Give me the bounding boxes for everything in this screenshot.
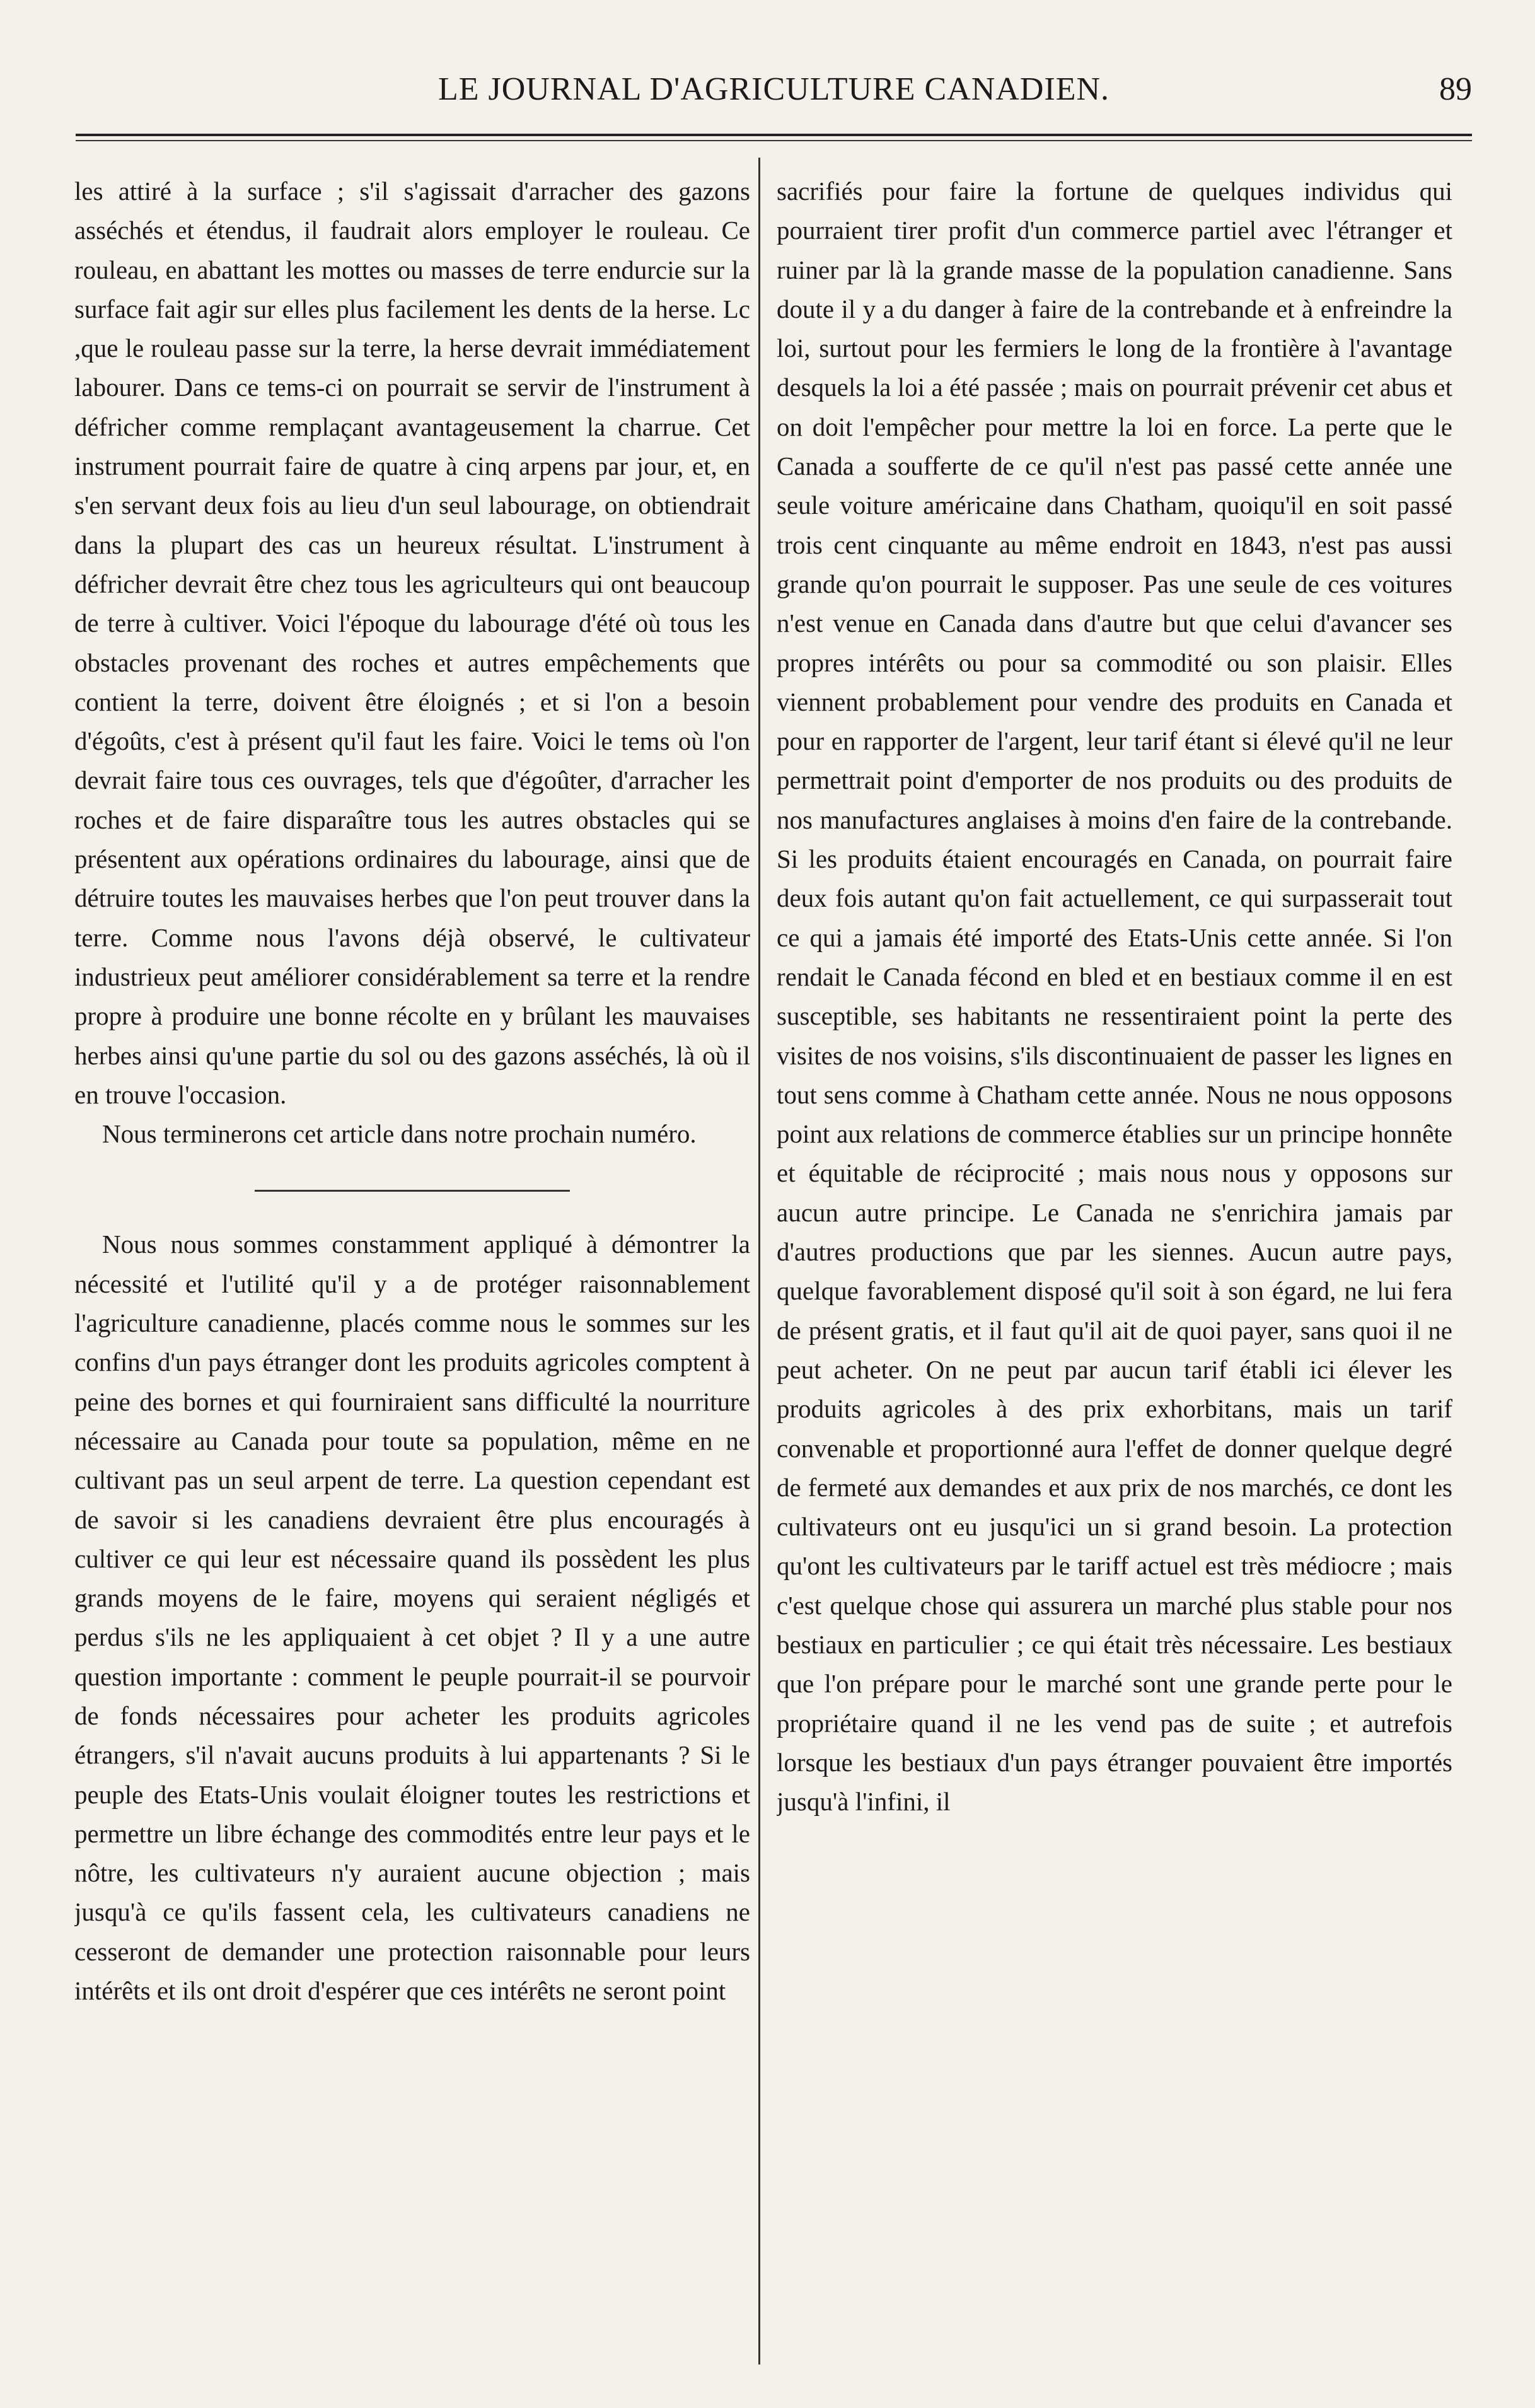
section-divider xyxy=(255,1190,570,1192)
right-column xyxy=(777,172,1452,2366)
left-paragraph-continuation: les attiré à la surface ; s'il s'agissait d'arracher des gazons asséchés et étendus, il faudrait alors employer le rouleau. Ce rouleau, en abattant les mottes ou masses de terre endurcie sur la surface fait agir sur elles plus facilement les dents de la herse. Lc ,que le rouleau passe sur la terre, la herse devrait immédiatement labourer. Dans ce tems-ci on pourrait se servir de l'instrument à défricher comme remplaçant avantageusement la charrue. Cet instrument pourrait faire de quatre à cinq arpens par jour, et, en s'en servant deux fois au lieu d'un seul labourage, on obtiendrait dans la plupart des cas un heureux résultat. L'instrument à défricher devrait être chez tous les agriculteurs qui ont beaucoup de terre à cultiver. Voici l'époque du labourage d'été où tous les obstacles provenant des roches et autres empêchements que contient la terre, doivent être éloignés ; et si l'on a besoin d'égoûts, c'est à présent qu'il faut les faire. Voici le tems où l'on devrait faire tous ces ouvrages, tels que d'égoûter, d'arracher les roches et de faire disparaître tous les autres obstacles qui se présentent aux opérations ordinaires du labourage, ainsi que de détruire toutes les mauvaises herbes que l'on peut trouver dans la terre. Comme nous l'avons déjà observé, le cultivateur industrieux peut améliorer considérablement sa terre et la rendre propre à produire une bonne récolte en y brûlant les mauvaises herbes ainsi qu'une partie du sol ou des gazons asséchés, là où il en trouve l'occasion. xyxy=(74,177,750,1109)
running-title: LE JOURNAL D'AGRICULTURE CANADIEN. xyxy=(437,71,1110,107)
left-column xyxy=(74,172,750,2366)
left-paragraph-closing-note: Nous terminerons cet article dans notre prochain numéro. xyxy=(102,1119,697,1149)
page-header xyxy=(76,71,1472,121)
right-paragraph-continuation: sacrifiés pour faire la fortune de quelques individus qui pourraient tirer profit d'un commerce partiel avec l'étranger et ruiner par là la grande masse de la population canadienne. Sans doute il y a du danger à faire de la contrebande et à enfreindre la loi, surtout pour les fermiers le long de la frontière à l'avantage desquels la loi a été passée ; mais on pourrait prévenir cet abus et on doit l'empêcher pour mettre la loi en force. La perte que le Canada a soufferte de ce qu'il n'est pas passé cette année une seule voiture américaine dans Chatham, quoiqu'il en soit passé trois cent cinquante au même endroit en 1843, n'est pas aussi grande qu'on pourrait le supposer. Pas une seule de ces voitures n'est venue en Canada dans d'autre but que celui d'avancer ses propres intérêts ou pour sa commodité ou son plaisir. Elles viennent probablement pour vendre des produits en Canada et pour en rapporter de l'argent, leur tarif étant si élevé qu'il ne leur permettrait point d'emporter de nos produits ou des produits de nos manufactures anglaises à moins d'en faire de la contrebande. Si les produits étaient encouragés en Canada, on pourrait faire deux fois autant qu'on fait actuellement, ce qui surpasserait tout ce qui a jamais été importé des Etats-Unis cette année. Si l'on rendait le Canada fécond en bled et en bestiaux comme il en est susceptible, ses habitants ne ressentiraient point la perte des visites de nos voisins, s'ils discontinuaient de passer les lignes en tout sens comme à Chatham cette année. Nous ne nous opposons point aux relations de commerce établies sur un principe honnête et équitable de réciprocité ; mais nous nous y opposons sur aucun autre principe. Le Canada ne s'enrichira jamais par d'autres productions que par les siennes. Aucun autre pays, quelque favorablement disposé qu'il soit à son égard, ne lui fera de présent gratis, et il faut qu'il ait de quoi payer, sans quoi il ne peut acheter. On ne peut par aucun tarif établi ici élever les produits agricoles à des prix exhorbitans, mais un tarif convenable et proportionné aura l'effet de donner quelque degré de fermeté aux demandes et aux prix de nos marchés, ce dont les cultivateurs ont eu jusqu'ici un si grand besoin. La protection qu'ont les cultivateurs par le tariff actuel est très médiocre ; mais c'est quelque chose qui assurera un marché plus stable pour nos bestiaux en particulier ; ce qui était très nécessaire. Les bestiaux que l'on prépare pour le marché sont une grande perte pour le propriétaire quand il ne les vend pas de suite ; et autrefois lorsque les bestiaux d'un pays étranger pouvaient être importés jusqu'à l'infini, il xyxy=(777,177,1452,1817)
left-paragraph-article: Nous nous sommes constamment appliqué à démontrer la nécessité et l'utilité qu'il y a de protéger raisonnablement l'agriculture canadienne, placés comme nous le sommes sur les confins d'un pays étranger dont les produits agricoles comptent à peine des bornes et qui fourniraient sans difficulté la nourriture nécessaire au Canada pour toute sa population, même en ne cultivant pas un seul arpent de terre. La question cependant est de savoir si les canadiens devraient être plus encouragés à cultiver ce qui leur est nécessaire quand ils possèdent les plus grands moyens de le faire, moyens qui seraient négligés et perdus s'ils ne les appliquaient à cet objet ? Il y a une autre question importante : comment le peuple pourrait-il se pourvoir de fonds nécessaires pour acheter les produits agricoles étrangers, s'il n'avait aucuns produits à lui appartenants ? Si le peuple des Etats-Unis voulait éloigner toutes les restrictions et permettre un libre échange des commodités entre leur pays et le nôtre, les cultivateurs n'y auraient aucune objection ; mais jusqu'à ce qu'ils fassent cela, les cultivateurs canadiens ne cesseront de demander une protection raisonnable pour leurs intérêts et ils ont droit d'espérer que ces intérêts ne seront point xyxy=(74,1230,750,2006)
column-divider xyxy=(758,158,760,2364)
page-number: 89 xyxy=(1439,71,1472,107)
header-rule xyxy=(76,134,1472,136)
header-rule-thin xyxy=(76,140,1472,141)
